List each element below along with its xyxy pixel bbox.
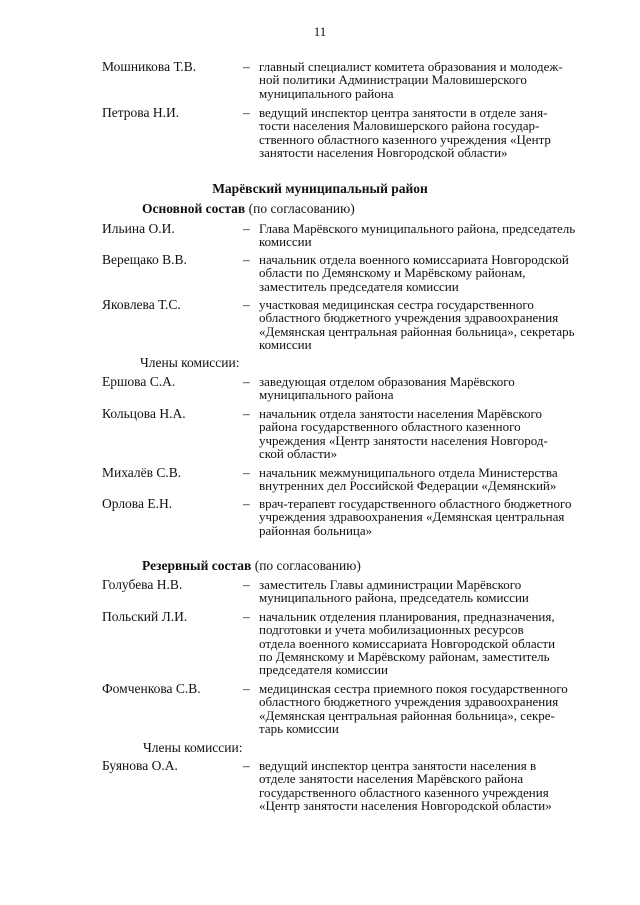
- entry-name: Ильина О.И.: [102, 221, 175, 236]
- desc-line: внутренних дел Российской Федерации «Демянский»: [259, 478, 557, 494]
- entry-description: [259, 222, 609, 249]
- entry-dash: –: [243, 406, 250, 421]
- desc-line: начальник отдела занятости населения Марёвского: [259, 406, 543, 421]
- desc-line: районная больница»: [259, 522, 373, 538]
- desc-line: занятости населения Новгородской области»: [259, 144, 508, 160]
- entry-description: [259, 497, 609, 537]
- entry-dash: –: [243, 297, 250, 312]
- entry-name: Михалёв С.В.: [102, 465, 182, 480]
- desc-line: ведущий инспектор центра занятости в отделе заня-: [259, 105, 548, 120]
- desc-line: тости населения Маловишерского района государ-: [259, 118, 540, 134]
- entry-dash: –: [243, 496, 250, 511]
- entry-dash: –: [243, 577, 250, 592]
- entry-dash: –: [243, 681, 250, 696]
- desc-line: областного бюджетного учреждения здравоохранения: [259, 694, 559, 710]
- desc-line: государственного областного казенного учреждения: [259, 784, 549, 800]
- desc-line: «Центр занятости населения Новгородской области»: [259, 797, 552, 813]
- entry-name: Фомченкова С.В.: [102, 681, 201, 696]
- desc-line: председателя комиссии: [259, 662, 388, 678]
- desc-line: «Демянская центральная районная больница», секретарь: [259, 323, 575, 339]
- desc-line: отделе занятости населения Марёвского района: [259, 771, 524, 787]
- entry-description: [259, 407, 609, 460]
- entry-dash: –: [243, 59, 250, 74]
- entry-description: [259, 253, 609, 293]
- entry-name: Мошникова Т.В.: [102, 59, 197, 74]
- entry-description: [259, 298, 609, 351]
- heading-rest: (по согласованию): [245, 201, 355, 216]
- entry-dash: –: [243, 465, 250, 480]
- entry-dash: –: [243, 252, 250, 267]
- desc-line: ведущий инспектор центра занятости населения в: [259, 758, 537, 773]
- desc-line: Глава Марёвского муниципального района, председатель: [259, 221, 576, 236]
- entry-name: Орлова Е.Н.: [102, 496, 173, 511]
- desc-line: начальник межмуниципального отдела Министерства: [259, 465, 558, 480]
- desc-line: комиссии: [259, 234, 312, 250]
- desc-line: района государственного областного казенного: [259, 419, 521, 435]
- desc-line: учреждения здравоохранения «Демянская центральная: [259, 509, 565, 525]
- members-label: Члены комиссии:: [140, 355, 240, 370]
- entry-dash: –: [243, 374, 250, 389]
- heading-rest: (по согласованию): [251, 558, 361, 573]
- entry-name: Польский Л.И.: [102, 609, 188, 624]
- desc-line: заведующая отделом образования Марёвского: [259, 374, 515, 389]
- entry-description: [259, 759, 609, 812]
- entry-name: Яковлева Т.С.: [102, 297, 181, 312]
- entry-description: [259, 466, 609, 493]
- entry-description: [259, 682, 609, 735]
- desc-line: ственного областного казенного учреждения «Центр: [259, 131, 551, 147]
- desc-line: ской области»: [259, 445, 338, 461]
- heading-bold: Основной состав: [142, 201, 246, 216]
- desc-line: области по Демянскому и Марёвскому районам,: [259, 265, 526, 281]
- district-title: Марёвский муниципальный район: [212, 181, 428, 196]
- heading-bold: Резервный состав: [142, 558, 252, 573]
- desc-line: тарь комиссии: [259, 720, 339, 736]
- entry-description: [259, 578, 609, 605]
- desc-line: начальник отделения планирования, предназначения,: [259, 609, 555, 624]
- entry-name: Буянова О.А.: [102, 758, 178, 773]
- main-composition-heading: [142, 201, 355, 217]
- entry-dash: –: [243, 105, 250, 120]
- desc-line: заместитель председателя комиссии: [259, 278, 459, 294]
- desc-line: муниципального района: [259, 387, 394, 403]
- desc-line: по Демянскому и Марёвскому районам, заместитель: [259, 648, 550, 664]
- page-number: 11: [313, 24, 327, 39]
- entry-description: [259, 60, 609, 100]
- entry-name: Петрова Н.И.: [102, 105, 180, 120]
- desc-line: ной политики Администрации Маловишерского: [259, 72, 527, 88]
- desc-line: начальник отдела военного комиссариата Новгородской: [259, 252, 569, 267]
- desc-line: врач-терапевт государственного областного бюджетного: [259, 496, 572, 511]
- entry-description: [259, 375, 609, 402]
- desc-line: медицинская сестра приемного покоя государственного: [259, 681, 568, 696]
- entry-name: Голубева Н.В.: [102, 577, 183, 592]
- entry-dash: –: [243, 609, 250, 624]
- entry-description: [259, 610, 609, 676]
- desc-line: комиссии: [259, 336, 312, 352]
- desc-line: участковая медицинская сестра государственного: [259, 297, 534, 312]
- entry-dash: –: [243, 221, 250, 236]
- desc-line: областного бюджетного учреждения здравоохранения: [259, 310, 559, 326]
- reserve-composition-heading: [142, 558, 361, 574]
- desc-line: отдела военного комиссариата Новгородской области: [259, 635, 556, 651]
- entry-dash: –: [243, 758, 250, 773]
- desc-line: главный специалист комитета образования и молодеж-: [259, 59, 563, 74]
- desc-line: подготовки и учета мобилизационных ресурсов: [259, 622, 524, 638]
- desc-line: муниципального района, председатель комиссии: [259, 590, 529, 606]
- desc-line: «Демянская центральная районная больница», секре-: [259, 707, 555, 723]
- entry-name: Ершова С.А.: [102, 374, 176, 389]
- desc-line: муниципального района: [259, 85, 394, 101]
- members-label: Члены комиссии:: [143, 740, 243, 755]
- entry-name: Кольцова Н.А.: [102, 406, 186, 421]
- entry-description: [259, 106, 609, 159]
- desc-line: учреждения «Центр занятости населения Новгород-: [259, 432, 548, 448]
- entry-name: Верещако В.В.: [102, 252, 187, 267]
- desc-line: заместитель Главы администрации Марёвского: [259, 577, 522, 592]
